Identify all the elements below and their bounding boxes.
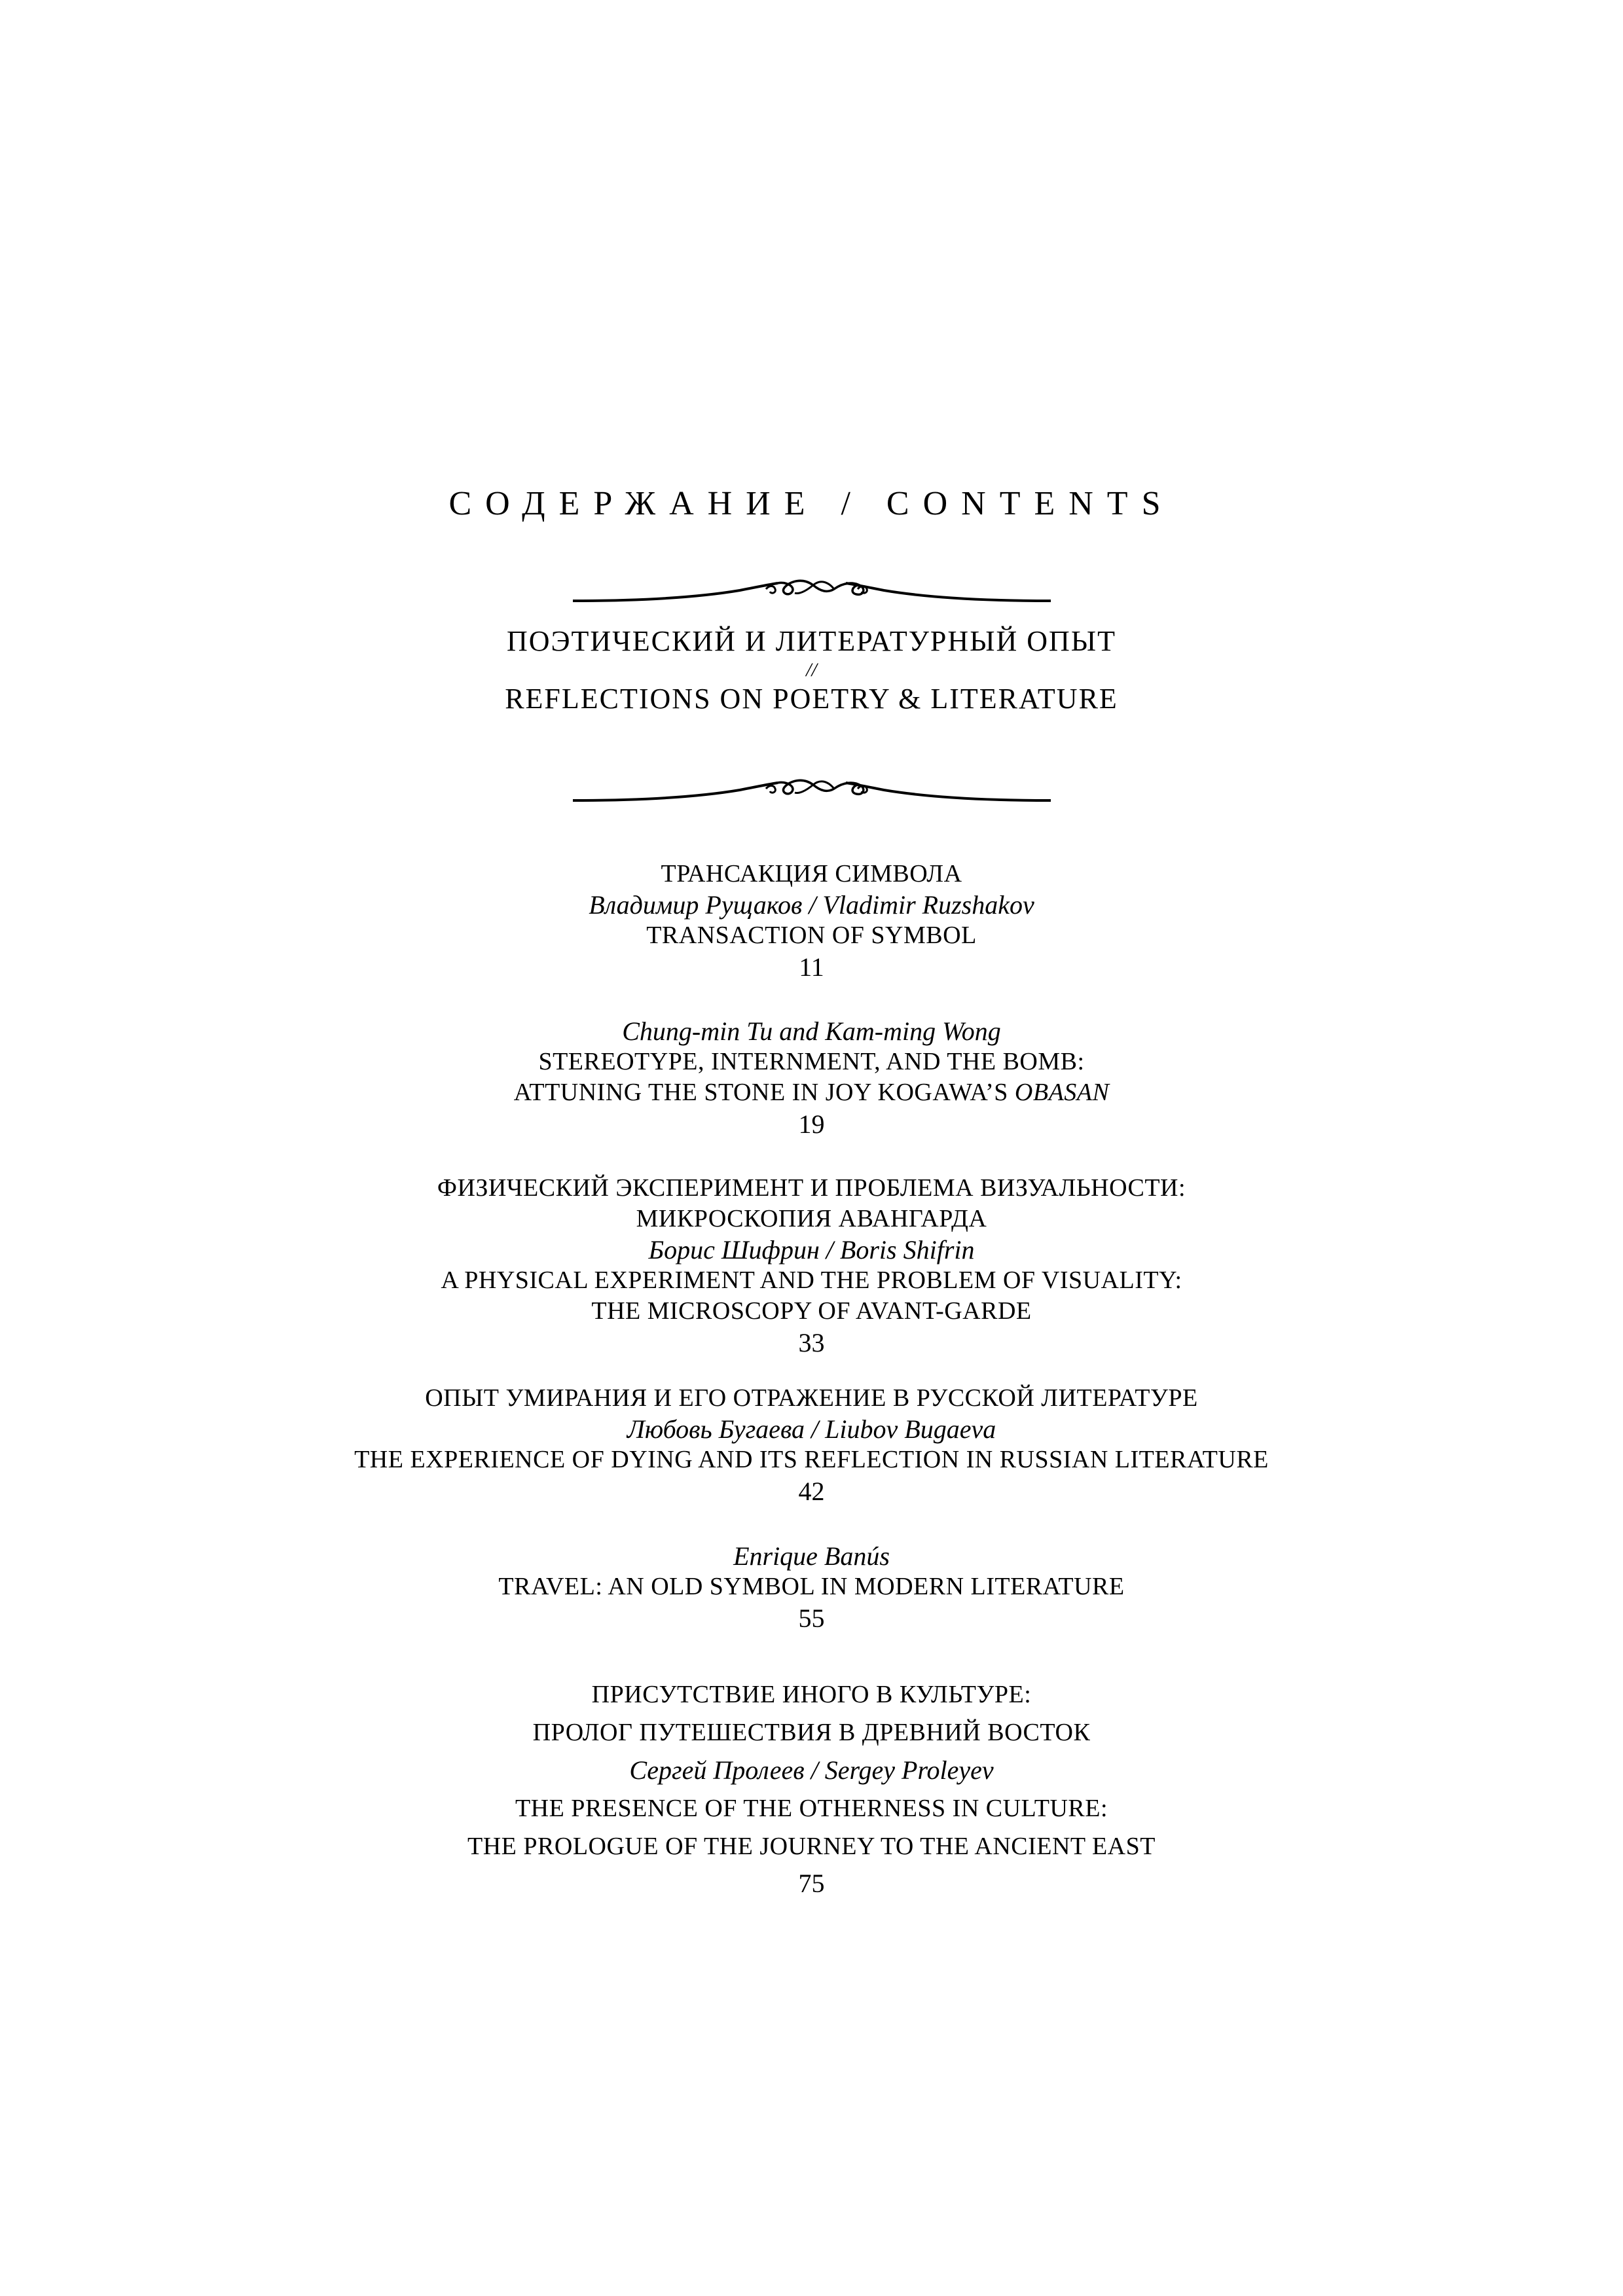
entry-page-number: 42 xyxy=(798,1477,825,1506)
toc-entry xyxy=(0,859,1623,984)
entry-page-number: 33 xyxy=(798,1328,825,1357)
flourish-icon xyxy=(570,762,1054,808)
page-title: СОДЕРЖАНИЕ / CONTENTS xyxy=(448,485,1175,522)
entry-author: Любовь Бугаева / Liubov Bugaeva xyxy=(627,1414,996,1444)
entry-title-en: TRAVEL: AN OLD SYMBOL IN MODERN LITERATURE xyxy=(498,1573,1125,1600)
entry-page-number: 75 xyxy=(798,1869,825,1898)
entry-title-ru-line2: ПРОЛОГ ПУТЕШЕСТВИЯ В ДРЕВНИЙ ВОСТОК xyxy=(532,1719,1091,1746)
entry-title-en: THE PRESENCE OF THE OTHERNESS IN CULTURE: xyxy=(515,1795,1108,1822)
entry-title-ru: ТРАНСАКЦИЯ СИМВОЛА xyxy=(661,860,962,888)
entry-title-en-line2: THE MICROSCOPY OF AVANT-GARDE xyxy=(591,1297,1032,1325)
entry-title-en: STEREOTYPE, INTERNMENT, AND THE BOMB: xyxy=(538,1048,1085,1075)
toc-entry xyxy=(0,1676,1623,1902)
entry-title-en-line2 xyxy=(0,1077,1623,1108)
toc-entry xyxy=(0,1016,1623,1141)
section-separator: // xyxy=(806,659,817,681)
section-title-en: REFLECTIONS ON POETRY & LITERATURE xyxy=(505,683,1118,715)
flourish-icon xyxy=(570,563,1054,609)
entry-author: Enrique Banús xyxy=(733,1541,890,1571)
entry-title-ru: ФИЗИЧЕСКИЙ ЭКСПЕРИМЕНТ И ПРОБЛЕМА ВИЗУАЛЬНОСТИ: xyxy=(437,1174,1186,1202)
entry-title-ru-line2: МИКРОСКОПИЯ АВАНГАРДА xyxy=(636,1205,987,1232)
entry-title-en: THE EXPERIENCE OF DYING AND ITS REFLECTION IN RUSSIAN LITERATURE xyxy=(354,1446,1269,1473)
ornament-divider-top xyxy=(570,563,1054,609)
toc-entry xyxy=(0,1541,1623,1635)
entry-title-en: A PHYSICAL EXPERIMENT AND THE PROBLEM OF VISUALITY: xyxy=(441,1266,1182,1294)
section-heading xyxy=(0,622,1623,719)
entry-title-en-line2: THE PROLOGUE OF THE JOURNEY TO THE ANCIENT EAST xyxy=(467,1833,1156,1860)
ornament-divider-bottom xyxy=(570,762,1054,808)
toc-entry xyxy=(0,1383,1623,1508)
entry-page-number: 55 xyxy=(798,1604,825,1633)
toc-entry xyxy=(0,1173,1623,1359)
entry-author: Chung-min Tu and Kam-ming Wong xyxy=(622,1016,1001,1046)
entry-page-number: 19 xyxy=(798,1109,825,1139)
entry-author: Владимир Рущаков / Vladimir Ruzshakov xyxy=(589,890,1034,920)
entry-author: Сергей Пролеев / Sergey Proleyev xyxy=(629,1755,994,1785)
entry-title-en-text: ATTUNING THE STONE IN JOY KOGAWA’S xyxy=(513,1079,1015,1106)
entry-title-ru: ПРИСУТСТВИЕ ИНОГО В КУЛЬТУРЕ: xyxy=(591,1681,1032,1708)
section-title-ru: ПОЭТИЧЕСКИЙ И ЛИТЕРАТУРНЫЙ ОПЫТ xyxy=(506,625,1117,657)
entry-title-ru: ОПЫТ УМИРАНИЯ И ЕГО ОТРАЖЕНИЕ В РУССКОЙ ЛИТЕРАТУРЕ xyxy=(425,1384,1198,1412)
entry-title-en-italic: OBASAN xyxy=(1014,1079,1110,1106)
entry-title-en: TRANSACTION OF SYMBOL xyxy=(646,922,977,949)
entry-author: Борис Шифрин / Boris Shifrin xyxy=(648,1235,975,1265)
entry-page-number: 11 xyxy=(799,952,824,982)
